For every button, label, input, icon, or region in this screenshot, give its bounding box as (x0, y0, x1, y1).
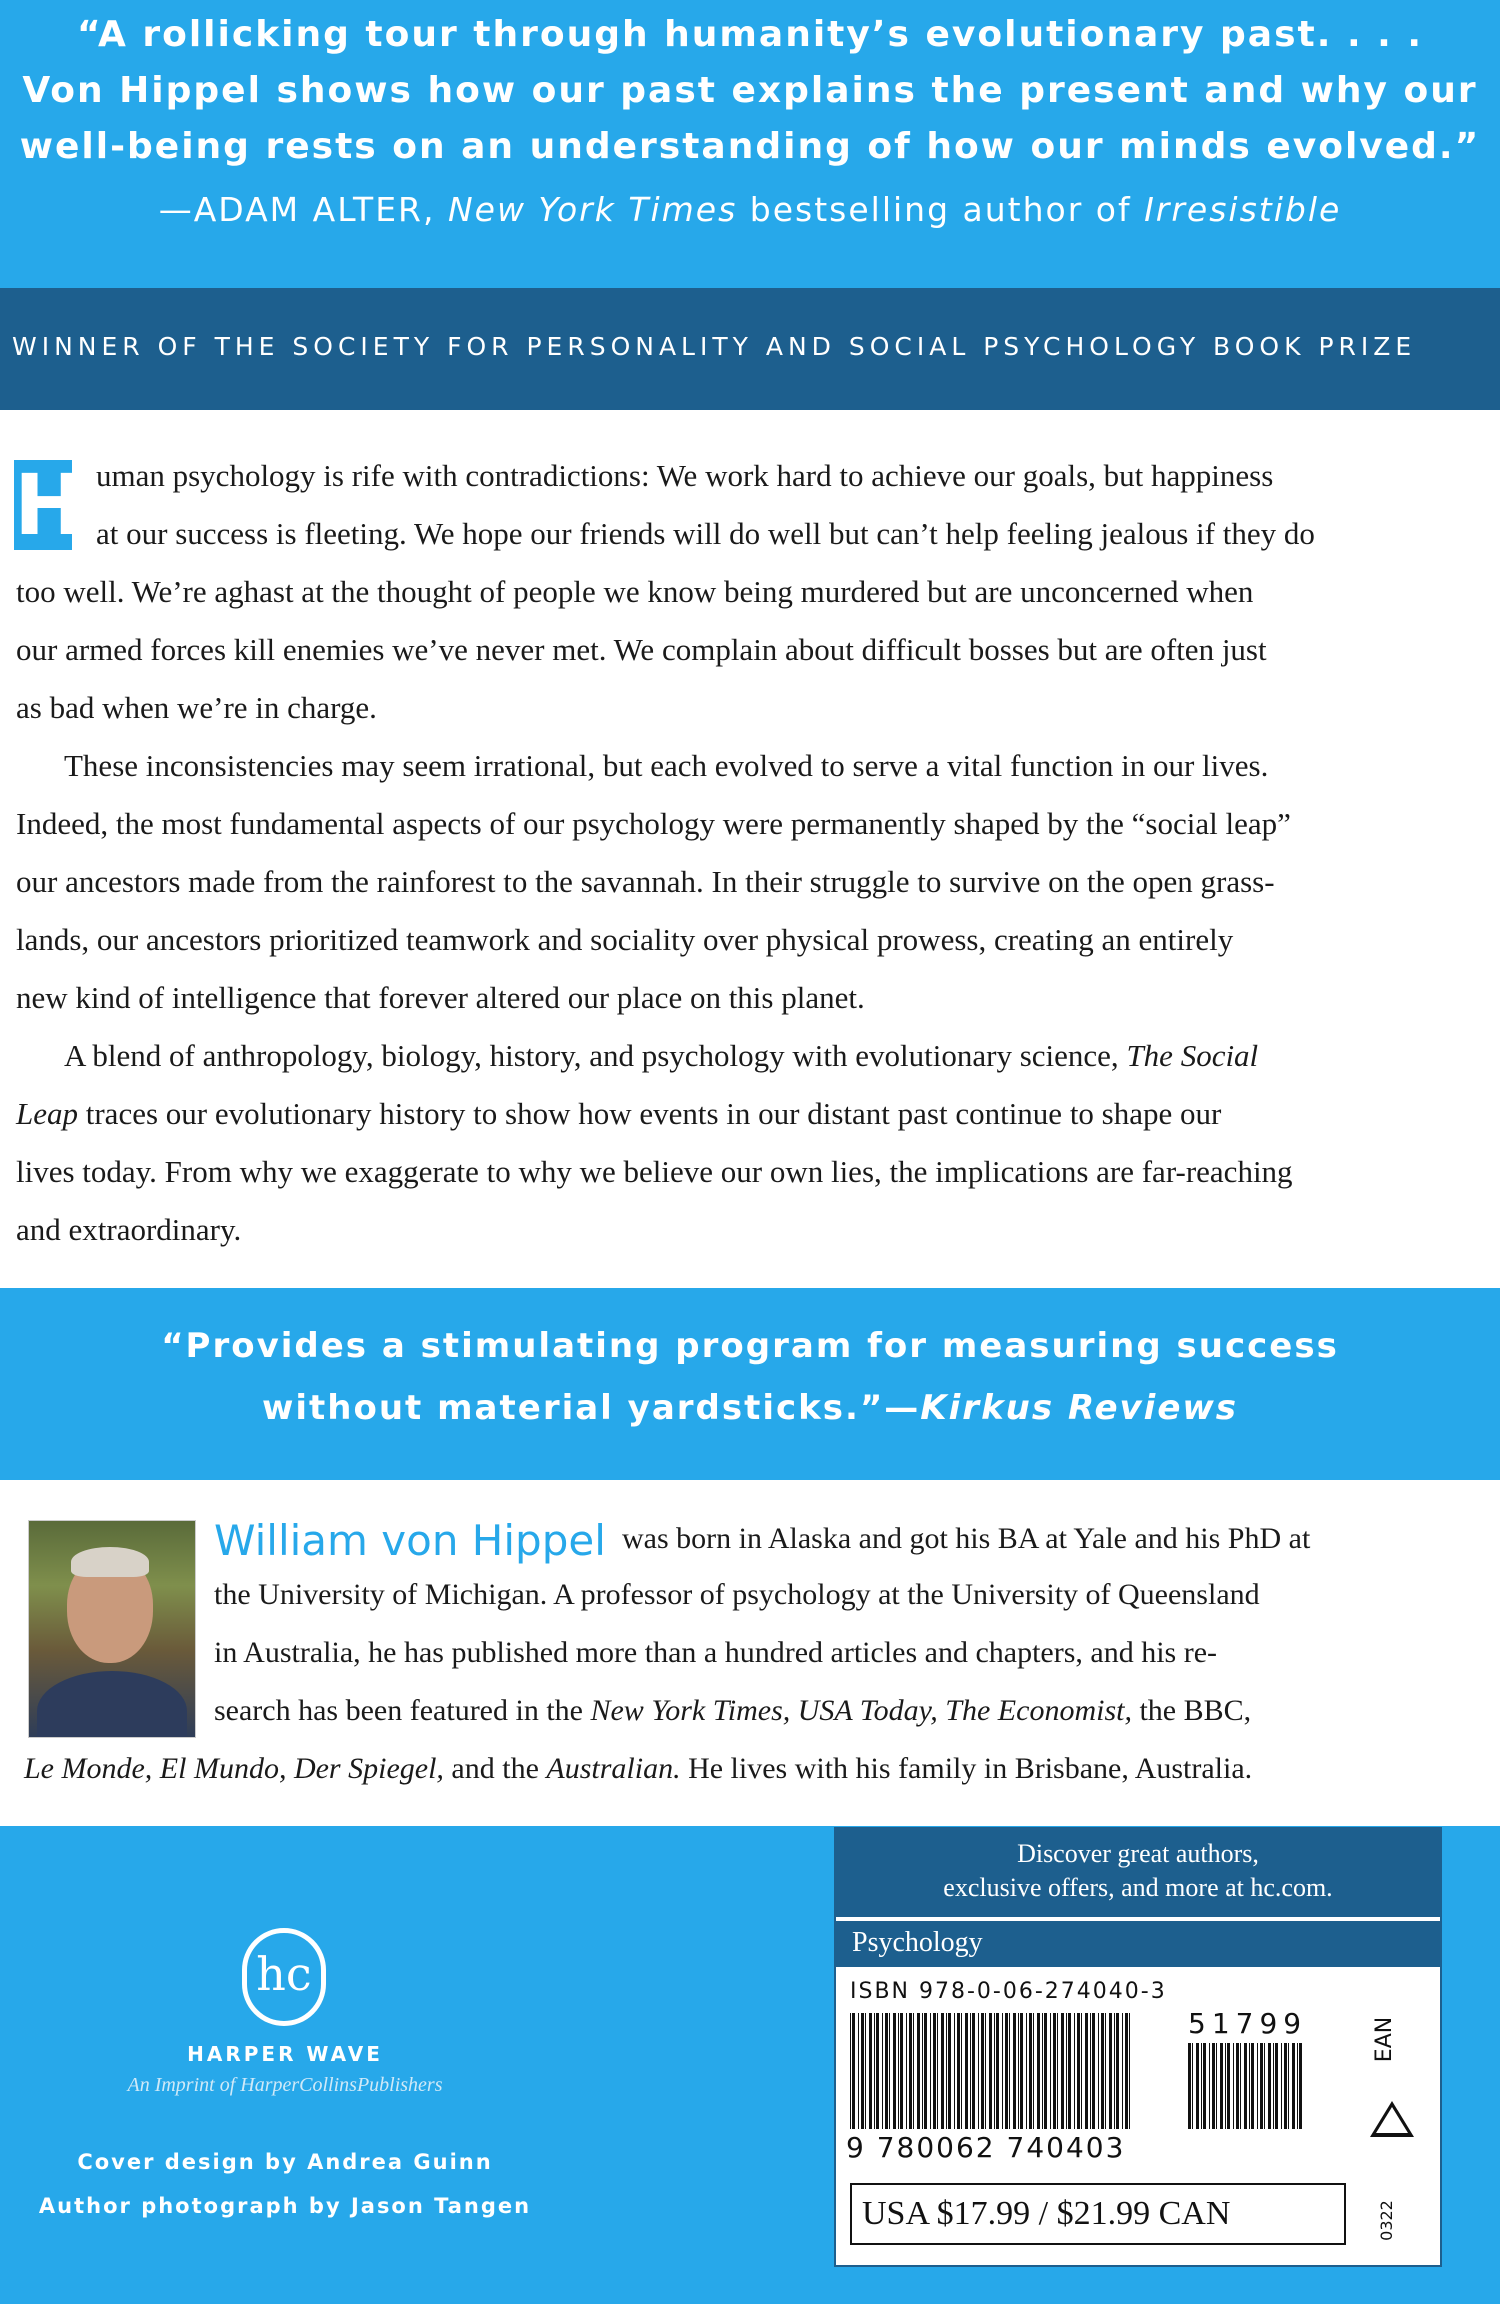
barcode-bar (1125, 2013, 1128, 2129)
barcode-bar (1029, 2013, 1032, 2129)
book-title-italic: Leap (16, 1096, 78, 1131)
barcode-bar (946, 2013, 947, 2129)
description-line: as bad when we’re in charge. (16, 690, 377, 725)
barcode-bar (937, 2013, 938, 2129)
barcode-bar (1251, 2043, 1254, 2129)
quote-source: Kirkus Reviews (920, 1388, 1239, 1428)
publisher-name: HARPER WAVE (187, 2042, 383, 2066)
book-description (0, 410, 1500, 1288)
description-line: and extraordinary. (16, 1212, 242, 1247)
barcode-bar (1268, 2043, 1271, 2129)
barcode-bar (893, 2013, 896, 2129)
bio-line: in Australia, he has published more than a hundred articles and chapters, and his re- (214, 1636, 1218, 1669)
attr-mid: bestselling author of (737, 190, 1145, 229)
barcode-bar (1105, 2013, 1106, 2129)
barcode-bar (1284, 2043, 1287, 2129)
quote-line: “A rollicking tour through humanity’s evolutionary past. . . . (76, 14, 1424, 55)
barcode-bar (1026, 2013, 1027, 2129)
prize-banner (0, 288, 1500, 410)
barcode-bar (1018, 2013, 1019, 2129)
barcode-bar (1249, 2043, 1250, 2129)
description-line (64, 1038, 1258, 1074)
barcode-bar (1203, 2043, 1206, 2129)
ean-label-text: EAN (1372, 2016, 1398, 2063)
promo-line: Discover great authors, (1017, 1839, 1259, 1868)
mid-review-quote (0, 1288, 1500, 1480)
barcode-bar (1090, 2013, 1091, 2129)
description-line: too well. We’re aghast at the thought of people we know being murdered but are unconcerned when (16, 574, 1254, 609)
author-photo (28, 1520, 196, 1738)
barcode-bar (1273, 2043, 1274, 2129)
bio-line (24, 1752, 1252, 1786)
drop-cap: H (14, 456, 85, 554)
barcode-bar (1236, 2043, 1239, 2129)
barcode-bar (1085, 2013, 1088, 2129)
barcode-bar (989, 2013, 992, 2129)
product-code-text: 0322 (1376, 2200, 1396, 2241)
category-band (836, 1921, 1440, 1967)
barcode-bar (1122, 2013, 1123, 2129)
bio-text: search has been featured in the (214, 1694, 591, 1727)
barcode-bar (954, 2013, 955, 2129)
barcode-bar (978, 2013, 979, 2129)
barcode-bar (1292, 2043, 1295, 2129)
barcode-bar (1042, 2013, 1043, 2129)
quote-line (0, 1388, 1500, 1428)
barcode-bar (972, 2013, 975, 2129)
barcode-bar (1098, 2013, 1099, 2129)
bio-line: was born in Alaska and got his BA at Yale and his PhD at (622, 1522, 1311, 1555)
description-line: our armed forces kill enemies we’ve never met. We complain about difficult bosses but are often just (16, 632, 1267, 667)
attr-prefix: —ADAM ALTER, (158, 190, 448, 229)
quote-text: without material yardsticks.”— (261, 1388, 921, 1428)
barcode-bar (1220, 2043, 1223, 2129)
barcode-bar (1053, 2013, 1056, 2129)
barcode-bar (1227, 2043, 1230, 2129)
barcode-bar (1297, 2043, 1298, 2129)
barcode-bar (874, 2013, 875, 2129)
barcode-bar (1264, 2043, 1265, 2129)
barcode-bar (1209, 2043, 1210, 2129)
promo-banner (836, 1829, 1440, 1917)
description-line: lives today. From why we exaggerate to why we believe our own lies, the implications are far-reaching (16, 1154, 1293, 1189)
author-name: William von Hippel (214, 1516, 606, 1565)
barcode-bar (1275, 2043, 1278, 2129)
barcode-bar (865, 2013, 866, 2129)
quote-line: Von Hippel shows how our past explains the present and why our (22, 70, 1478, 111)
barcode-bar (858, 2013, 859, 2129)
promo-line: exclusive offers, and more at hc.com. (943, 1873, 1333, 1902)
description-text: A blend of anthropology, biology, history, and psychology with evolutionary science, (64, 1038, 1127, 1073)
barcode-bar (957, 2013, 960, 2129)
price-box (850, 2183, 1346, 2245)
bio-publications: New York Times, USA Today, The Economist, (590, 1694, 1132, 1727)
barcode-bar (898, 2013, 899, 2129)
barcode-bar (1299, 2043, 1302, 2129)
addon-barcode-icon (1188, 2043, 1304, 2129)
barcode-bar (965, 2013, 968, 2129)
bio-publications: Australian. (546, 1752, 681, 1785)
barcode-bar (1066, 2013, 1067, 2129)
cover-credit: Cover design by Andrea Guinn (77, 2150, 493, 2174)
book-title-italic: The Social (1126, 1038, 1259, 1073)
publisher-imprint: An Imprint of HarperCollinsPublishers (127, 2074, 443, 2096)
barcode-bar (948, 2013, 951, 2129)
barcode-bar (981, 2013, 984, 2129)
barcode-bar (1044, 2013, 1047, 2129)
quote-attribution (0, 190, 1500, 229)
logo-glyph: hc (256, 1947, 312, 2001)
barcode-bar (889, 2013, 890, 2129)
barcode-bar (941, 2013, 944, 2129)
ean-label (1370, 2009, 1400, 2069)
quote-line: “Provides a stimulating program for measuring success (161, 1326, 1339, 1366)
barcode-bar (913, 2013, 914, 2129)
barcode-bar (917, 2013, 920, 2129)
barcode-bar (1005, 2013, 1008, 2129)
photo-credit: Author photograph by Jason Tangen (38, 2194, 532, 2218)
barcode-bar (996, 2013, 999, 2129)
barcode-bar (985, 2013, 986, 2129)
barcode-bar (1109, 2013, 1112, 2129)
barcode-bar (1009, 2013, 1010, 2129)
category-label: Psychology (852, 1927, 983, 1958)
bio-line (214, 1694, 1251, 1728)
description-line: new kind of intelligence that forever altered our place on this planet. (16, 980, 865, 1015)
barcode-bar (1192, 2043, 1193, 2129)
bio-text: and the (443, 1752, 547, 1785)
barcode-bar (1196, 2043, 1199, 2129)
barcode-bar (1101, 2013, 1104, 2129)
barcode-bar (900, 2013, 903, 2129)
barcode-bar (869, 2013, 872, 2129)
barcode-bar (1057, 2013, 1058, 2129)
barcode-bar (1288, 2043, 1289, 2129)
ean-barcode-icon (850, 2013, 1136, 2129)
barcode-bar (1225, 2043, 1226, 2129)
prize-text: WINNER OF THE SOCIETY FOR PERSONALITY AND SOCIAL PSYCHOLOGY BOOK PRIZE (12, 332, 1417, 361)
barcode-bar (1013, 2013, 1016, 2129)
attr-book: Irresistible (1144, 190, 1342, 229)
ean-digits: 9 780062 740403 (846, 2131, 1126, 2164)
barcode-bar (1114, 2013, 1115, 2129)
barcode-bar (1020, 2013, 1023, 2129)
barcode-bar (1240, 2043, 1241, 2129)
barcode-bar (1050, 2013, 1051, 2129)
product-code (1374, 2189, 1400, 2249)
barcode-bar (1061, 2013, 1064, 2129)
barcode-bar (1244, 2043, 1247, 2129)
barcode-bar (994, 2013, 995, 2129)
bio-publications: Le Monde, El Mundo, Der Spiegel, (24, 1752, 444, 1785)
barcode-bar (1037, 2013, 1040, 2129)
description-line: These inconsistencies may seem irrational, but each evolved to serve a vital function in our lives. (64, 748, 1269, 783)
barcode-bar (924, 2013, 927, 2129)
bio-text: He lives with his family in Brisbane, Australia. (680, 1752, 1253, 1785)
barcode-bar (922, 2013, 923, 2129)
barcode-bar (1201, 2043, 1202, 2129)
description-line: Indeed, the most fundamental aspects of our psychology were permanently shaped by the “social leap” (16, 806, 1291, 841)
isbn-number: ISBN 978-0-06-274040-3 (850, 1979, 1167, 2004)
barcode-bar (961, 2013, 962, 2129)
description-line (16, 1096, 1221, 1132)
description-line: at our success is fleeting. We hope our friends will do well but can’t help feeling jealous if they do (96, 516, 1315, 551)
barcode-bar (1257, 2043, 1258, 2129)
barcode-panel (834, 1827, 1442, 2267)
description-line: our ancestors made from the rainforest to the savannah. In their struggle to survive on the open grass- (16, 864, 1275, 899)
author-bio (0, 1480, 1500, 1826)
price-text: USA $17.99 / $21.99 CAN (862, 2195, 1231, 2232)
harper-wave-logo-icon (242, 1928, 326, 2026)
barcode-bar (1081, 2013, 1082, 2129)
barcode-bar (1281, 2043, 1282, 2129)
description-text: traces our evolutionary history to show how events in our distant past continue to shape our (78, 1096, 1222, 1131)
description-line: uman psychology is rife with contradictions: We work hard to achieve our goals, but happiness (96, 458, 1274, 493)
barcode-bar (1212, 2043, 1215, 2129)
bio-text: the BBC, (1131, 1694, 1252, 1727)
barcode-bar (1092, 2013, 1095, 2129)
barcode-bar (885, 2013, 888, 2129)
addon-digits: 51799 (1188, 2007, 1308, 2040)
barcode-bar (852, 2013, 855, 2129)
barcode-bar (930, 2013, 931, 2129)
barcode-bar (876, 2013, 879, 2129)
barcode-bar (850, 2013, 851, 2129)
barcode-bar (882, 2013, 883, 2129)
barcode-bar (970, 2013, 971, 2129)
barcode-bar (1129, 2013, 1130, 2129)
barcode-bar (1233, 2043, 1234, 2129)
barcode-bar (1068, 2013, 1071, 2129)
barcode-bar (1116, 2013, 1119, 2129)
quote-line: well-being rests on an understanding of how our minds evolved.” (19, 126, 1481, 167)
bio-line: the University of Michigan. A professor of psychology at the University of Queensland (214, 1578, 1260, 1611)
barcode-bar (1077, 2013, 1080, 2129)
barcode-bar (1074, 2013, 1075, 2129)
barcode-bar (1002, 2013, 1003, 2129)
barcode-bar (1033, 2013, 1034, 2129)
photo-hair (71, 1547, 149, 1577)
barcode-bar (1188, 2043, 1191, 2129)
barcode-bar (906, 2013, 907, 2129)
barcode-bar (1260, 2043, 1263, 2129)
barcode-bar (861, 2013, 864, 2129)
photo-shirt (37, 1671, 187, 1738)
barcode-bar (909, 2013, 912, 2129)
barcode-bar (1216, 2043, 1217, 2129)
top-review-quote (0, 0, 1500, 288)
description-line: lands, our ancestors prioritized teamwork and sociality over physical prowess, creating an entirely (16, 922, 1234, 957)
triangle-icon (1370, 2101, 1414, 2137)
attr-publication: New York Times (447, 190, 738, 229)
barcode-bar (933, 2013, 936, 2129)
